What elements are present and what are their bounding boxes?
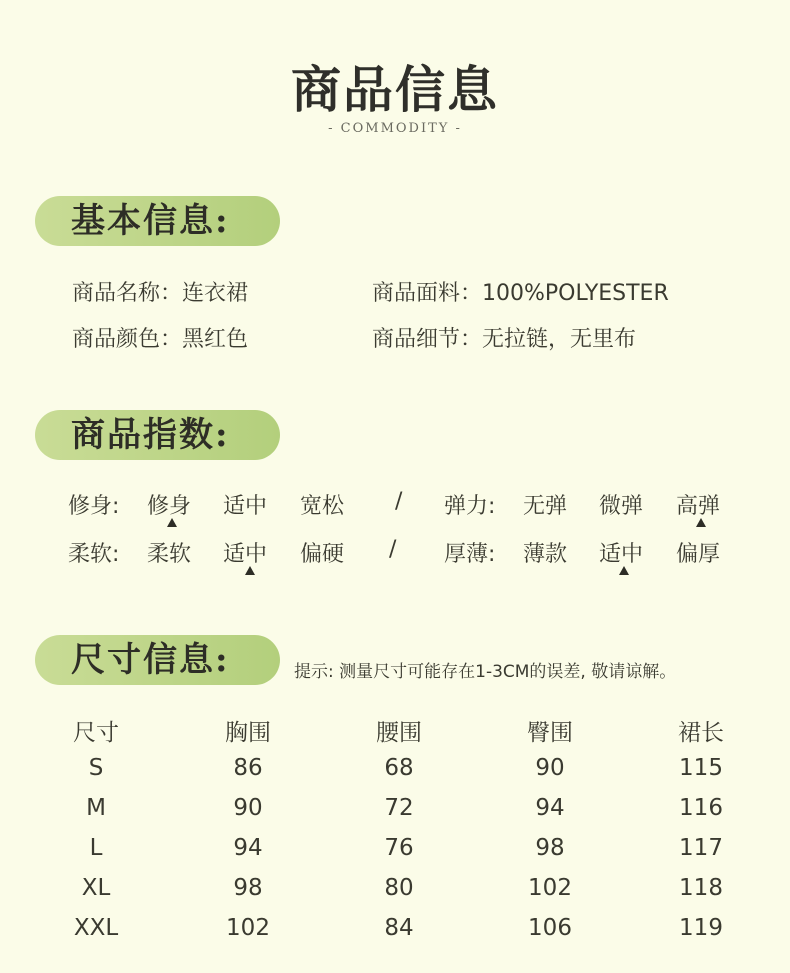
table-cell: 72: [384, 795, 414, 821]
col-header-hip: 臀围: [527, 720, 573, 746]
basic-info-heading: 基本信息:: [35, 196, 280, 246]
size-info-heading: 尺寸信息:: [35, 635, 280, 685]
fit-label: 修身:: [68, 494, 120, 519]
softness-selected-marker: [245, 566, 255, 575]
elasticity-option-2: 微弹: [599, 494, 644, 519]
table-cell: 118: [679, 875, 723, 901]
elasticity-label: 弹力:: [444, 494, 496, 519]
table-cell: 90: [535, 755, 565, 781]
table-cell: 86: [233, 755, 263, 781]
thickness-option-2: 适中: [599, 542, 644, 567]
fit-option-3: 宽松: [300, 494, 345, 519]
thickness-selected-marker: [619, 566, 629, 575]
table-cell: XXL: [73, 915, 119, 941]
product-color: 商品颜色：黑红色: [72, 327, 249, 352]
index-separator: /: [389, 537, 397, 562]
col-header-bust: 胸围: [225, 720, 271, 746]
table-cell: S: [88, 755, 104, 781]
table-cell: 119: [679, 915, 723, 941]
table-cell: 102: [528, 875, 572, 901]
table-cell: 117: [679, 835, 723, 861]
product-index-heading: 商品指数:: [35, 410, 280, 460]
thickness-label: 厚薄:: [444, 542, 496, 567]
softness-option-2: 适中: [223, 542, 268, 567]
elasticity-selected-marker: [696, 518, 706, 527]
page-title: 商品信息: [291, 60, 499, 119]
table-cell: 98: [233, 875, 263, 901]
table-cell: 102: [226, 915, 270, 941]
table-cell: 115: [679, 755, 723, 781]
table-cell: 116: [679, 795, 723, 821]
fit-option-1: 修身: [147, 494, 192, 519]
product-detail: 商品细节：无拉链，无里布: [372, 327, 637, 352]
softness-option-3: 偏硬: [300, 542, 345, 567]
elasticity-option-1: 无弹: [523, 494, 568, 519]
index-separator: /: [395, 489, 403, 514]
page-subtitle: - COMMODITY -: [328, 121, 462, 136]
thickness-option-3: 偏厚: [676, 542, 721, 567]
softness-option-1: 柔软: [147, 542, 192, 567]
fit-option-2: 适中: [223, 494, 268, 519]
col-header-size: 尺寸: [73, 720, 119, 746]
col-header-waist: 腰围: [376, 720, 422, 746]
table-cell: 90: [233, 795, 263, 821]
table-cell: 94: [233, 835, 263, 861]
table-cell: M: [86, 795, 106, 821]
table-cell: 76: [384, 835, 414, 861]
table-cell: XL: [81, 875, 111, 901]
table-cell: 98: [535, 835, 565, 861]
table-cell: 84: [384, 915, 414, 941]
size-tip: 提示: 测量尺寸可能存在1-3CM的误差, 敬请谅解。: [294, 662, 677, 682]
fit-selected-marker: [167, 518, 177, 527]
table-cell: 106: [528, 915, 572, 941]
col-header-length: 裙长: [678, 720, 724, 746]
product-name: 商品名称：连衣裙: [72, 281, 249, 306]
table-cell: 94: [535, 795, 565, 821]
table-cell: L: [89, 835, 103, 861]
softness-label: 柔软:: [68, 542, 120, 567]
thickness-option-1: 薄款: [523, 542, 568, 567]
table-cell: 80: [384, 875, 414, 901]
table-cell: 68: [384, 755, 414, 781]
product-fabric: 商品面料：100%POLYESTER: [372, 281, 669, 306]
elasticity-option-3: 高弹: [676, 494, 721, 519]
